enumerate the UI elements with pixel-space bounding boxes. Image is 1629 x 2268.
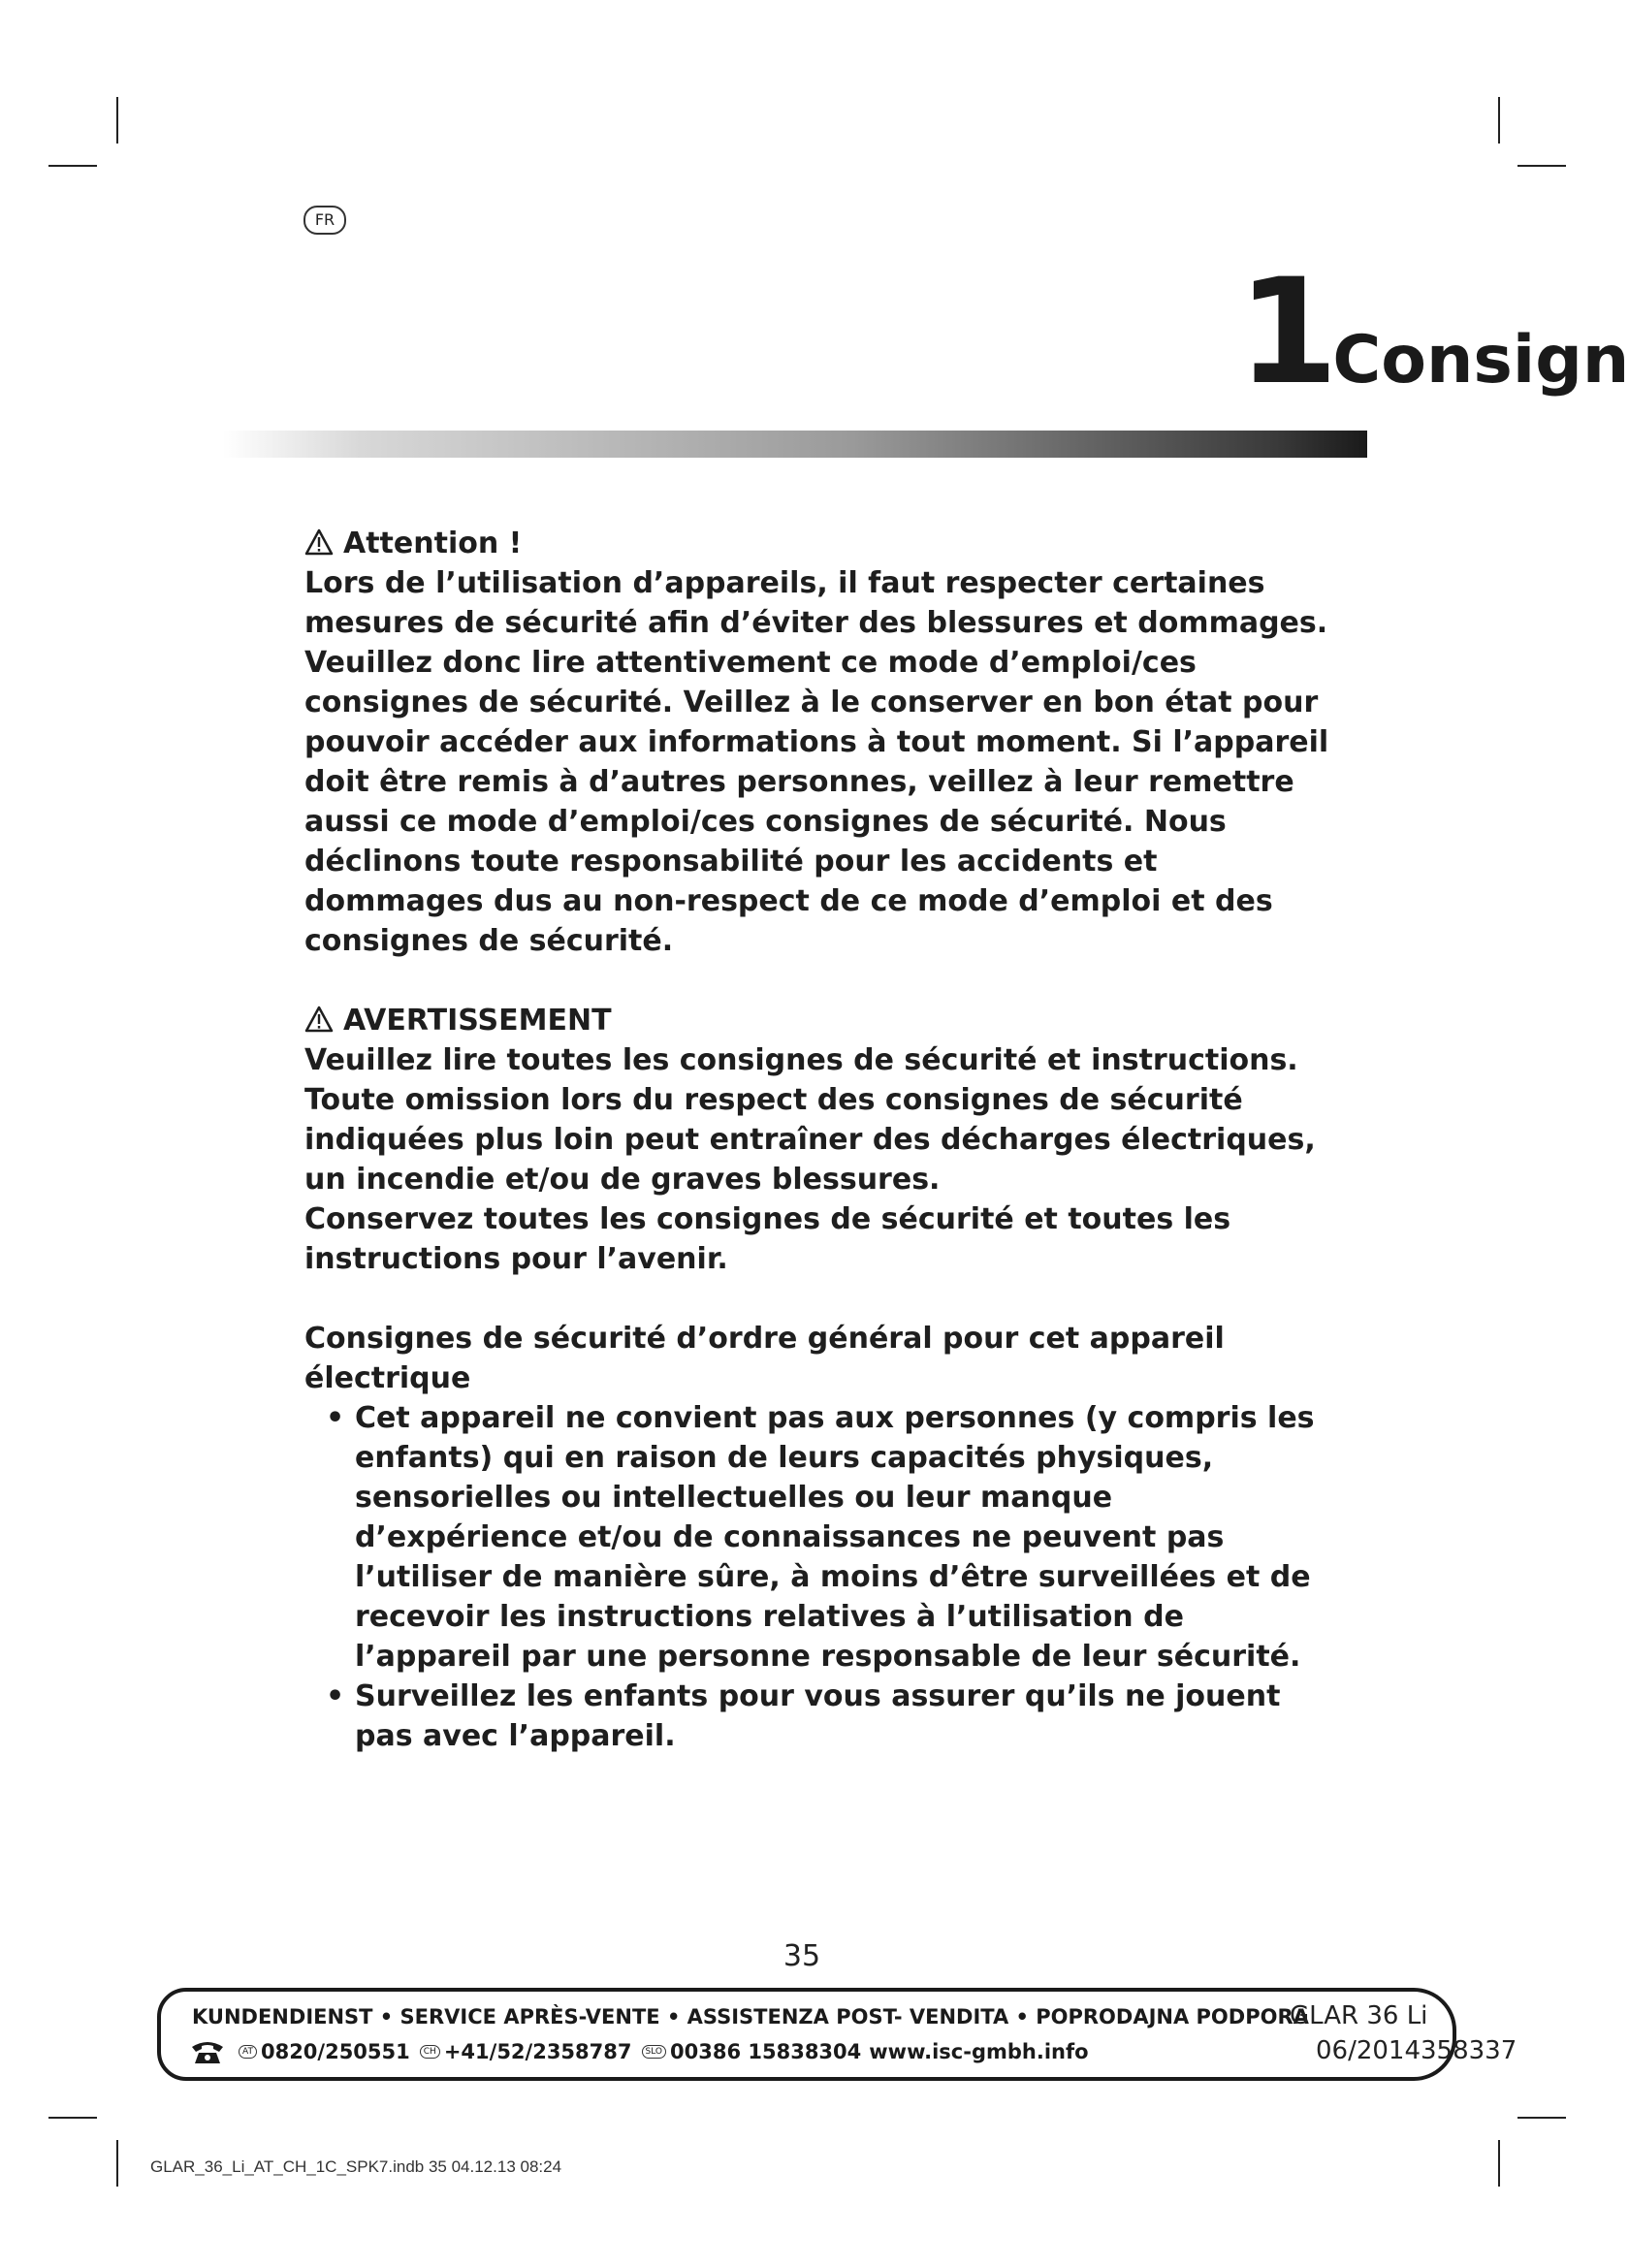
page-number: 35 xyxy=(783,1939,821,1973)
warning-heading xyxy=(304,1001,1332,1040)
chapter-heading-clip xyxy=(0,242,1629,417)
phone-slo: 00386 15838304 xyxy=(670,2040,862,2063)
general-safety-section xyxy=(304,1319,1332,1756)
list-item: • Surveillez les enfants pour vous assurer qu’ils ne jouent pas avec l’appareil. xyxy=(326,1679,1281,1753)
crop-mark xyxy=(1498,97,1500,144)
country-code-ch: CH xyxy=(420,2045,440,2059)
country-code-slo: SLO xyxy=(642,2045,667,2059)
chapter-title: Consign xyxy=(1332,322,1629,399)
contact-line xyxy=(190,2039,1089,2064)
general-safety-list xyxy=(304,1398,1332,1756)
warning-triangle-icon xyxy=(304,1006,334,1033)
print-metadata: GLAR_36_Li_AT_CH_1C_SPK7.indb 35 04.12.13 08:24 xyxy=(150,2157,562,2176)
list-item-text: Cet appareil ne convient pas aux personnes (y compris les enfants) qui en raison de leurs capacités physiques, sensorielles ou intellectuelles ou leur manque d’expérience et/ou de connaissances ne peuvent pas l’utiliser de manière sûre, à moins d’être surveillées et de recevoir les instructions relatives à l’utilisation de l’appareil par une personne responsable de leur sécurité. xyxy=(355,1401,1315,1674)
document-id: 06/2014358337 xyxy=(1316,2036,1517,2065)
language-badge: FR xyxy=(303,206,346,235)
warning-text-1: Veuillez lire toutes les consignes de sécurité et instructions. Toute omission lors du respect des consignes de sécurité indiquées plus loin peut entraîner des décharges électriques, un incendie et/ou de graves blessures. xyxy=(304,1043,1316,1197)
service-line: KUNDENDIENST • SERVICE APRÈS-VENTE • ASSISTENZA POST- VENDITA • POPRODAJNA PODPORA xyxy=(192,2005,1309,2028)
attention-title: Attention ! xyxy=(343,527,523,560)
main-content xyxy=(304,524,1332,1756)
header-gradient-bar xyxy=(223,431,1367,458)
chapter-number: 1 xyxy=(1237,248,1333,417)
chapter-heading xyxy=(1237,248,1629,417)
attention-section xyxy=(304,524,1332,961)
list-item: • Cet appareil ne convient pas aux personnes (y compris les enfants) qui en raison de leurs capacités physiques, sensorielles ou intellectuelles ou leur manque d’expérience et/ou de connaissances ne peuvent pas l’utiliser de manière sûre, à moins d’être surveillées et de recevoir les instructions relatives à l’utilisation de l’appareil par une personne responsable de leur sécurité. xyxy=(326,1401,1315,1674)
country-code-at: AT xyxy=(239,2045,257,2059)
telephone-icon xyxy=(190,2039,225,2064)
crop-mark xyxy=(116,2140,118,2187)
service-footer-box xyxy=(157,1988,1456,2081)
phone-at: 0820/250551 xyxy=(260,2040,410,2063)
crop-mark xyxy=(1517,2117,1566,2119)
general-safety-heading: Consignes de sécurité d’ordre général pour cet appareil électrique xyxy=(304,1322,1225,1395)
crop-mark xyxy=(1517,165,1566,167)
warning-triangle-icon xyxy=(304,528,334,556)
warning-title: AVERTISSEMENT xyxy=(343,1004,612,1038)
crop-mark xyxy=(48,165,97,167)
attention-heading xyxy=(304,524,1332,563)
phone-ch: +41/52/2358787 xyxy=(443,2040,632,2063)
website-link[interactable]: www.isc-gmbh.info xyxy=(869,2040,1089,2063)
model-name: GLAR 36 Li xyxy=(1290,2001,1428,2030)
warning-text-2: Conservez toutes les consignes de sécurité et toutes les instructions pour l’avenir. xyxy=(304,1202,1231,1276)
crop-mark xyxy=(1498,2140,1500,2187)
list-item-text: Surveillez les enfants pour vous assurer qu’ils ne jouent pas avec l’appareil. xyxy=(355,1679,1281,1753)
crop-mark xyxy=(48,2117,97,2119)
warning-section xyxy=(304,1001,1332,1279)
attention-text: Lors de l’utilisation d’appareils, il faut respecter certaines mesures de sécurité afin d’éviter des blessures et dommages. Veuillez donc lire attentivement ce mode d’emploi/ces consignes de sécurité. Veillez à le conserver en bon état pour pouvoir accéder aux informations à tout moment. Si l’appareil doit être remis à d’autres personnes, veillez à leur remettre aussi ce mode d’emploi/ces consignes de sécurité. Nous déclinons toute responsabilité pour les accidents et dommages dus au non-respect de ce mode d’emploi et des consignes de sécurité. xyxy=(304,566,1329,958)
crop-mark xyxy=(116,97,118,144)
